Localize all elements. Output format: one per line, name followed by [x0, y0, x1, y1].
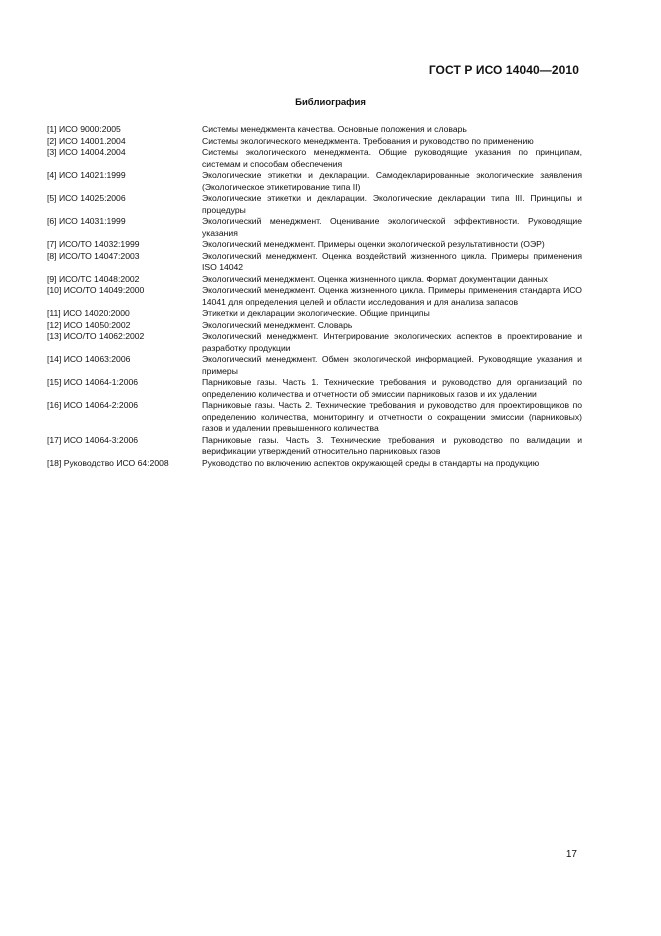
entry-reference: [8] ИСО/ТО 14047:2003 — [47, 250, 140, 261]
entry-title: Экологический менеджмент. Примеры оценки экологической результативности (ОЭР) — [202, 239, 545, 249]
entry-title: Экологический менеджмент. Оценка жизненного цикла. Примеры применения стандарта ИСО 14041 для определения целей и области исследования и для анализа запасов — [202, 285, 582, 307]
entry-reference: [6] ИСО 14031:1999 — [47, 216, 126, 226]
entry-title: Системы экологического менеджмента. Требования и руководство по применению — [202, 135, 534, 146]
entry-reference: [7] ИСО/ТО 14032:1999 — [47, 239, 140, 249]
entry-reference: [17] ИСО 14064-3:2006 — [47, 434, 139, 445]
bibliography-entry — [47, 400, 582, 435]
entry-title: Руководство по включению аспектов окружающей среды в стандарты на продукцию — [202, 457, 540, 468]
bibliography-entry — [47, 274, 582, 286]
entry-title: Этикетки и декларации экологические. Общие принципы — [202, 308, 430, 318]
document-code-header: ГОСТ Р ИСО 14040—2010 — [428, 63, 579, 77]
entry-title: Системы менеджмента качества. Основные положения и словарь — [202, 124, 467, 134]
entry-title: Системы экологического менеджмента. Общие руководящие указания по принципам, системам и способам обеспечения — [202, 147, 582, 169]
bibliography-entry — [47, 193, 582, 216]
entry-reference: [12] ИСО 14050:2002 — [47, 319, 131, 330]
entry-reference: [4] ИСО 14021:1999 — [47, 170, 126, 180]
bibliography-entry — [47, 216, 582, 239]
entry-title: Парниковые газы. Часть 2. Технические требования и руководство для проектировщиков по определению количества, мониторингу и отчетности о сокращении эмиссии (парниковых) газов и удалении превышенного количества — [202, 400, 582, 433]
entry-title: Экологические этикетки и декларации. Самодекларированные экологические заявления (Экологическое этикетирование типа II) — [202, 170, 582, 192]
entry-title: Экологический менеджмент. Словарь — [202, 319, 353, 330]
entry-reference: [9] ИСО/ТС 14048:2002 — [47, 273, 140, 284]
entry-reference: [1] ИСО 9000:2005 — [47, 124, 121, 134]
bibliography-list — [47, 124, 582, 469]
bibliography-entry — [47, 251, 582, 274]
entry-reference: [18] Руководство ИСО 64:2008 — [47, 457, 169, 468]
entry-title: Экологический менеджмент. Обмен экологической информацией. Руководящие указания и примеры — [202, 354, 582, 376]
entry-reference: [15] ИСО 14064-1:2006 — [47, 377, 139, 387]
bibliography-entry — [47, 458, 582, 470]
entry-reference: [16] ИСО 14064-2:2006 — [47, 400, 139, 410]
entry-reference: [3] ИСО 14004.2004 — [47, 147, 126, 157]
entry-reference: [13] ИСО/ТО 14062:2002 — [47, 331, 145, 341]
bibliography-entry — [47, 331, 582, 354]
page-number: 17 — [565, 849, 577, 860]
entry-reference: [2] ИСО 14001.2004 — [47, 135, 126, 146]
bibliography-entry — [47, 147, 582, 170]
bibliography-entry — [47, 435, 582, 458]
bibliography-entry — [47, 308, 582, 320]
entry-title: Экологический менеджмент. Интегрирование экологических аспектов в проектирование и разработку продукции — [202, 331, 582, 353]
entry-title: Экологический менеджмент. Оценка воздействий жизненного цикла. Примеры применения ISO 14042 — [202, 250, 582, 272]
bibliography-entry — [47, 354, 582, 377]
entry-title: Экологический менеджмент. Оценка жизненного цикла. Формат документации данных — [202, 273, 548, 284]
entry-reference: [14] ИСО 14063:2006 — [47, 354, 131, 364]
entry-title: Экологические этикетки и декларации. Экологические декларации типа III. Принципы и процедуры — [202, 193, 582, 215]
entry-title: Парниковые газы. Часть 1. Технические требования и руководство для организаций по определению количества и отчетности об эмиссии парниковых газов и их удалении — [202, 377, 582, 399]
entry-reference: [5] ИСО 14025:2006 — [47, 193, 126, 203]
bibliography-entry — [47, 320, 582, 332]
bibliography-entry — [47, 136, 582, 148]
bibliography-entry — [47, 285, 582, 308]
entry-reference: [11] ИСО 14020:2000 — [47, 308, 130, 318]
entry-title: Экологический менеджмент. Оценивание экологической эффективности. Руководящие указания — [202, 216, 582, 238]
bibliography-entry — [47, 170, 582, 193]
entry-reference: [10] ИСО/ТО 14049:2000 — [47, 285, 145, 295]
bibliography-entry — [47, 124, 582, 136]
bibliography-title: Библиография — [295, 97, 366, 108]
entry-title: Парниковые газы. Часть 3. Технические требования и руководство по валидации и верификации утверждений относительно парниковых газов — [202, 434, 582, 456]
bibliography-entry — [47, 377, 582, 400]
bibliography-entry — [47, 239, 582, 251]
